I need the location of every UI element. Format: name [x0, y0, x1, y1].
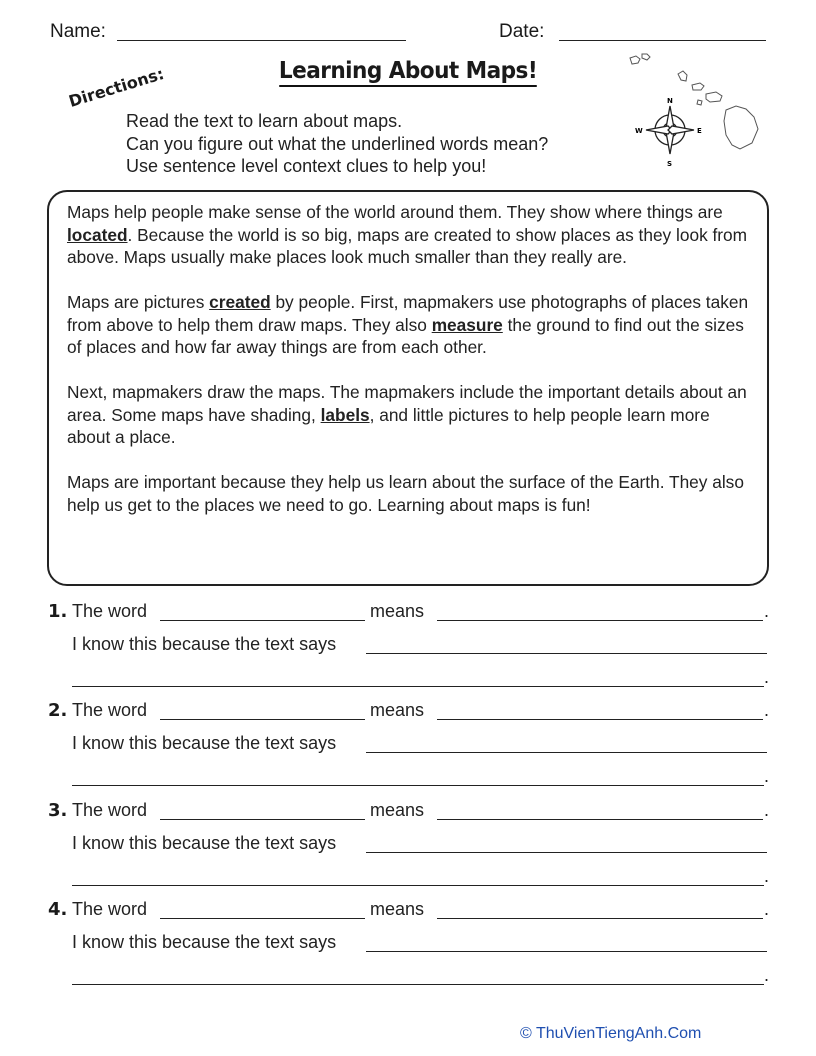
direction-line-3: Use sentence level context clues to help you!: [126, 156, 487, 176]
sentence-end: .: [764, 799, 770, 820]
keyword-located: located: [67, 224, 128, 245]
evidence-label: I know this because the text says: [72, 931, 337, 952]
passage-paragraph-2: Maps are pictures created by people. First, mapmakers use photographs of places taken from above to help them draw maps. They also measure the ground to find out the sizes of places and how far away things are from each other.: [67, 291, 749, 358]
keyword-created: created: [209, 291, 271, 312]
evidence-answer-field-1[interactable]: [366, 653, 767, 654]
passage-paragraph-3: Next, mapmakers draw the maps. The mapmakers include the important details about an area. Some maps have shading, labels, and little pictures to help people learn more about a place.: [67, 381, 747, 448]
meaning-answer-field[interactable]: [437, 819, 763, 820]
name-field[interactable]: [117, 40, 406, 41]
means-label: means: [370, 799, 425, 820]
word-answer-field[interactable]: [160, 719, 365, 720]
question-number: 3.: [48, 799, 68, 821]
date-label: Date:: [499, 21, 545, 42]
evidence-label: I know this because the text says: [72, 634, 337, 654]
compass-rose-icon: [646, 106, 694, 154]
passage-paragraph-1: Maps help people make sense of the world around them. They show where things are located. Because the world is so big, maps are created to show places as they look from above. Maps usually make places look much smaller than they really are.: [67, 202, 748, 268]
question-number: 1.: [48, 601, 68, 622]
compass-n: N: [667, 97, 673, 105]
sentence-end: .: [764, 601, 770, 621]
sentence-end: .: [764, 865, 770, 886]
evidence-answer-field-2[interactable]: [72, 686, 764, 687]
evidence-answer-field-2[interactable]: [72, 785, 764, 786]
compass-s: S: [667, 160, 673, 168]
reading-passage: [47, 190, 769, 586]
keyword-labels: labels: [320, 404, 370, 425]
evidence-answer-field-2[interactable]: [72, 885, 764, 886]
islands-icon: [630, 54, 758, 149]
compass-w: W: [635, 127, 643, 135]
word-label: The word: [72, 799, 148, 820]
word-label: The word: [72, 898, 148, 919]
word-answer-field[interactable]: [160, 620, 365, 621]
sentence-end: .: [764, 667, 770, 687]
date-field[interactable]: [559, 40, 766, 41]
direction-line-2: Can you figure out what the underlined words mean?: [126, 134, 549, 154]
means-label: means: [370, 898, 425, 919]
sentence-end: .: [764, 898, 770, 919]
means-label: means: [370, 700, 425, 721]
evidence-label: I know this because the text says: [72, 733, 337, 754]
question-number: 4.: [48, 898, 68, 920]
compass-map-illustration: [620, 50, 770, 170]
name-label: Name:: [50, 21, 106, 42]
word-label: The word: [72, 700, 148, 721]
evidence-answer-field-1[interactable]: [366, 852, 767, 853]
meaning-answer-field[interactable]: [437, 918, 763, 919]
means-label: means: [370, 601, 425, 621]
word-answer-field[interactable]: [160, 819, 365, 820]
sentence-end: .: [764, 766, 770, 787]
evidence-answer-field-2[interactable]: [72, 984, 764, 985]
directions-label: Directions:: [66, 64, 167, 111]
meaning-answer-field[interactable]: [437, 620, 763, 621]
question-number: 2.: [48, 700, 68, 722]
copyright-notice: © ThuVienTiengAnh.Com: [520, 1025, 702, 1042]
keyword-measure: measure: [431, 314, 503, 335]
sentence-end: .: [764, 700, 770, 721]
word-answer-field[interactable]: [160, 918, 365, 919]
word-label: The word: [72, 601, 148, 621]
evidence-answer-field-1[interactable]: [366, 951, 767, 952]
compass-e: E: [697, 127, 702, 135]
meaning-answer-field[interactable]: [437, 719, 763, 720]
evidence-label: I know this because the text says: [72, 832, 337, 853]
direction-line-1: Read the text to learn about maps.: [126, 111, 403, 131]
page-title: Learning About Maps!: [24, 58, 791, 84]
sentence-end: .: [764, 964, 770, 985]
passage-paragraph-4: Maps are important because they help us learn about the surface of the Earth. They also help us get to the places we need to go. Learning about maps is fun!: [67, 471, 744, 515]
evidence-answer-field-1[interactable]: [366, 752, 767, 753]
